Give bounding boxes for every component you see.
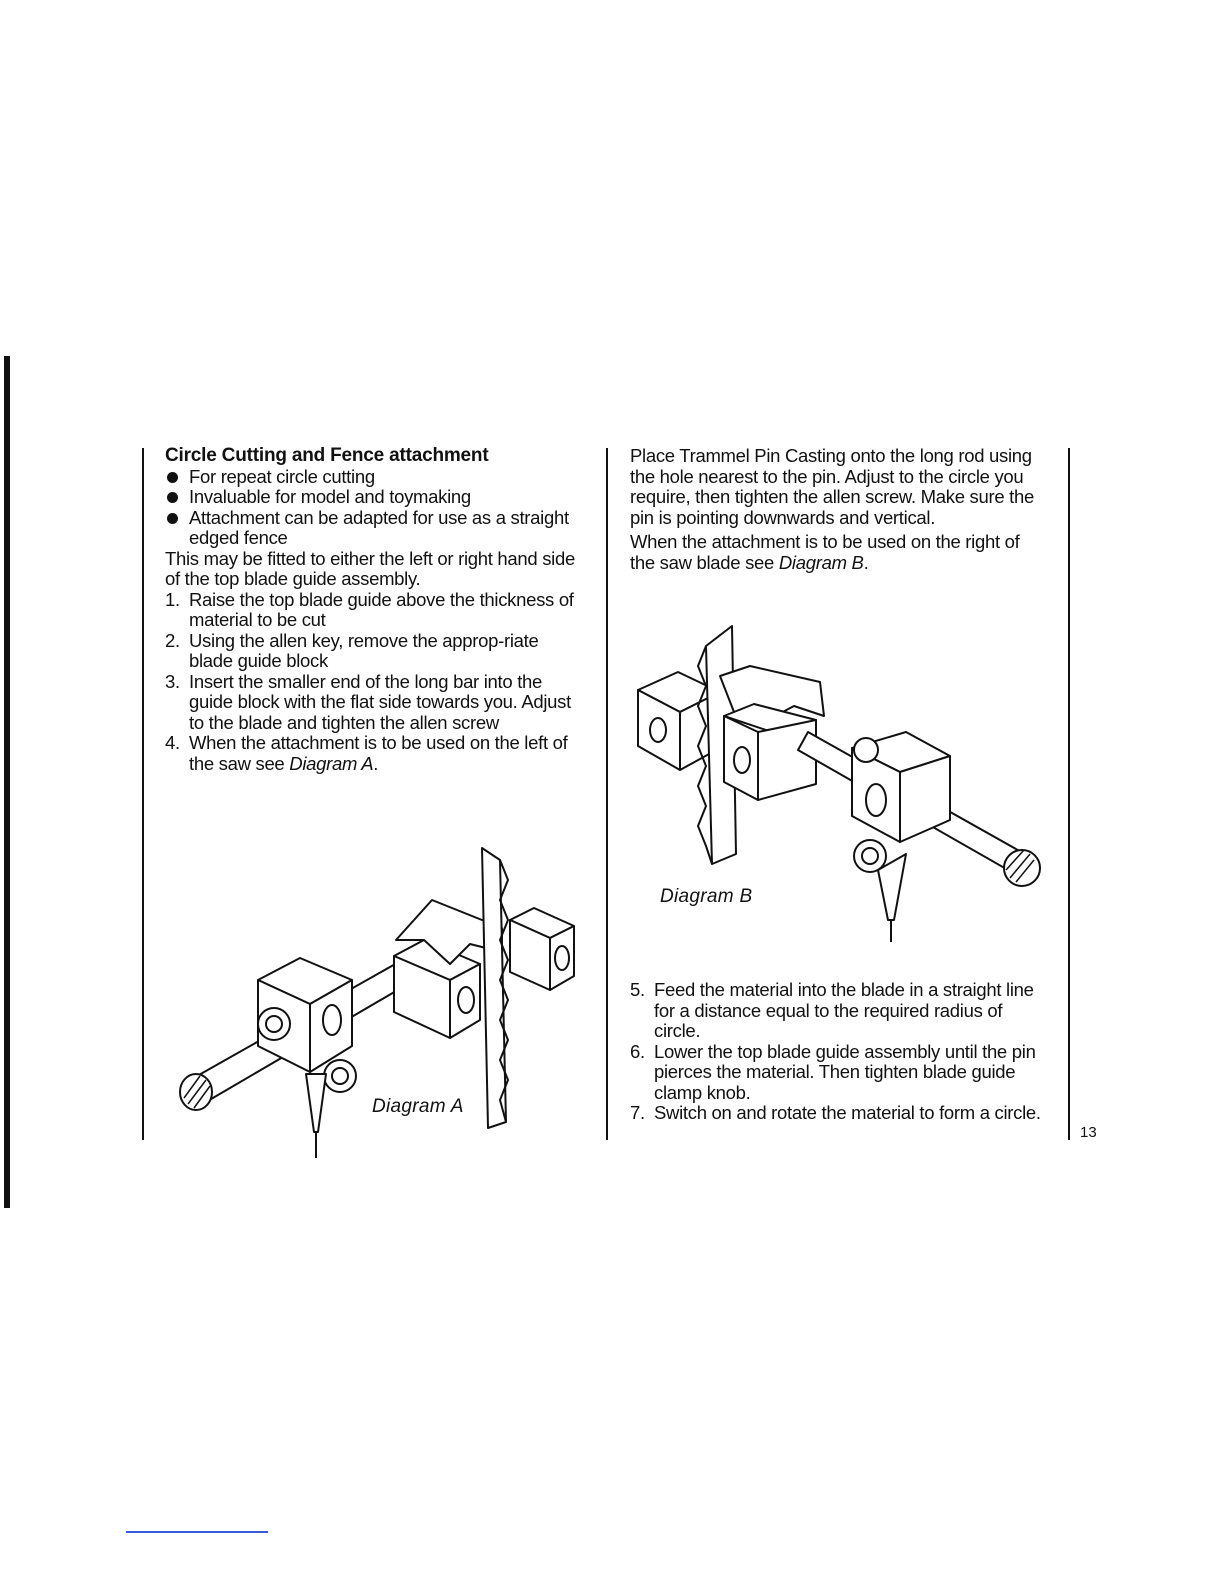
right-column-rule [1068, 448, 1070, 1140]
page-number: 13 [1080, 1124, 1097, 1141]
diagram-a-illustration [170, 840, 590, 1170]
right-column-bottom [630, 980, 1050, 1124]
diagram-a-caption: Diagram A [372, 1096, 464, 1117]
step-text: Raise the top blade guide above the thickness of material to be cut [189, 588, 574, 630]
trammel-pin [306, 1074, 326, 1132]
step-text: Using the allen key, remove the approp-riate blade guide block [189, 629, 539, 671]
diagram-b-reference: Diagram B [778, 551, 864, 573]
step-text-end: . [373, 752, 379, 774]
step-number: 1. [165, 588, 180, 610]
step-item [165, 733, 585, 774]
step-number: 4. [165, 732, 180, 753]
step-text: When the attachment is to be used on the left of the saw see [189, 732, 568, 774]
bullet-item: Invaluable for model and toymaking [165, 487, 585, 508]
step-text: Insert the smaller end of the long bar into the guide block with the flat side towards you. Adjust to the blade and tighten the allen screw [189, 670, 571, 733]
left-block-hole [650, 718, 666, 742]
step-number: 3. [165, 670, 180, 692]
section-heading: Circle Cutting and Fence attachment [165, 445, 489, 466]
rod-end-hatched [1004, 850, 1040, 886]
step-text: Switch on and rotate the material to form a circle. [654, 1102, 1041, 1123]
step-item [630, 1042, 1050, 1104]
bottom-underline-mark [126, 1531, 268, 1533]
diagram-b-caption: Diagram B [660, 886, 753, 907]
step-item [165, 672, 585, 734]
bullet-item: Attachment can be adapted for use as a straight edged fence [165, 508, 585, 549]
rear-boss [854, 738, 878, 762]
right-column-top [630, 446, 1045, 573]
paragraph-text: When the attachment is to be used on the right of the saw blade see [630, 531, 1020, 573]
paragraph-text-end: . [863, 551, 869, 573]
intro-paragraph: This may be fitted to either the left or right hand side of the top blade guide assembly. [165, 547, 575, 589]
pin-block-hole [866, 784, 886, 816]
left-column [165, 446, 585, 774]
bullet-item: For repeat circle cutting [165, 467, 585, 488]
diagram-a-reference: Diagram A [289, 752, 374, 774]
step-item [165, 590, 585, 631]
binding-edge-mark [4, 356, 10, 1208]
rear-block-hole [555, 946, 569, 970]
step-number: 5. [630, 979, 645, 1000]
step-text: Lower the top blade guide assembly until the pin pierces the material. Then tighten blade guide clamp knob. [654, 1040, 1036, 1103]
step-item [630, 1103, 1050, 1124]
center-column-rule [606, 448, 608, 1140]
step-item [165, 631, 585, 672]
step-number: 7. [630, 1102, 645, 1123]
step-item [630, 980, 1050, 1042]
trammel-paragraph: Place Trammel Pin Casting onto the long rod using the hole nearest to the pin. Adjust to the circle you require, then tighten the allen screw. Make sure the pin is pointing downwards and vertical. [630, 445, 1034, 528]
right-side-paragraph [630, 532, 1045, 573]
step-number: 6. [630, 1040, 645, 1062]
guide-block-hole [458, 987, 474, 1013]
pin-block-hole [323, 1005, 341, 1035]
left-column-rule [142, 448, 144, 1140]
step-text: Feed the material into the blade in a straight line for a distance equal to the required radius of circle. [654, 979, 1034, 1041]
step-number: 2. [165, 629, 180, 651]
guide-block-hole [734, 747, 750, 773]
